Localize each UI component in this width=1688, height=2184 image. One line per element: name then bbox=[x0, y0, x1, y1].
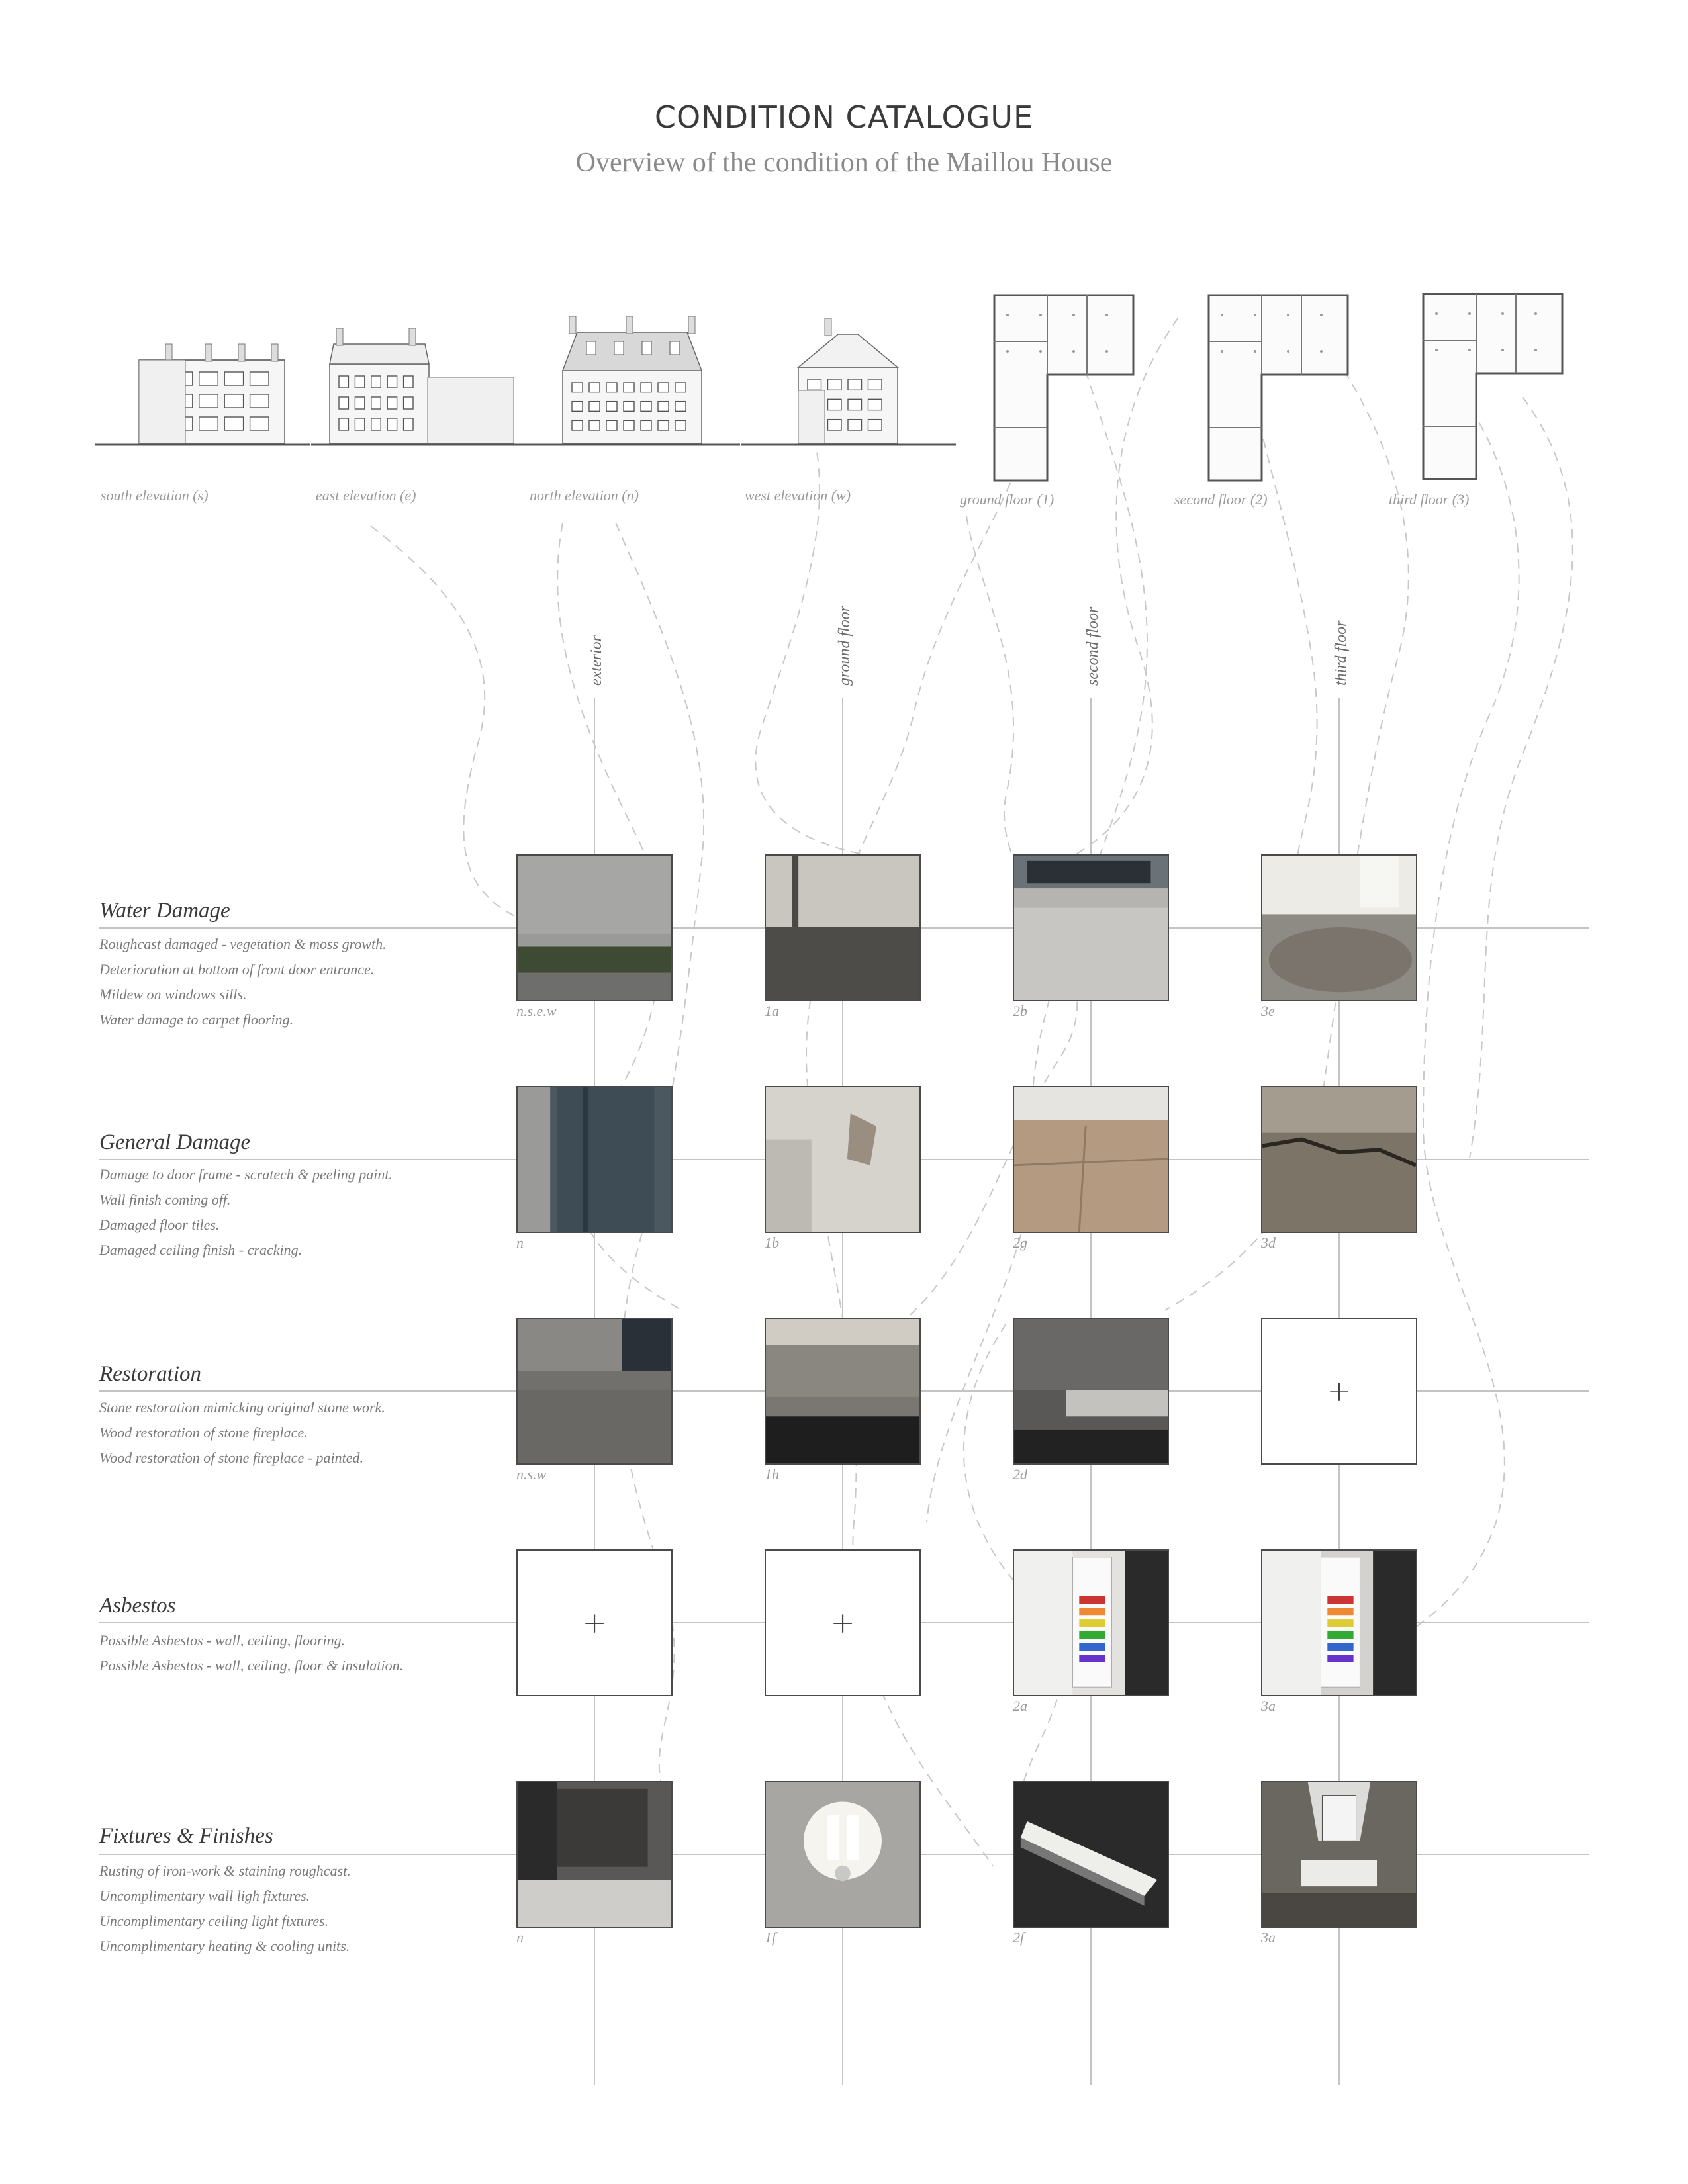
drawing-caption-1: ground floor (1) bbox=[960, 491, 1055, 508]
fireplace-painted-photo bbox=[1013, 1318, 1169, 1465]
wall-finish-photo bbox=[765, 1086, 921, 1233]
window-sill-photo bbox=[1013, 854, 1169, 1001]
asbestos-label-photo bbox=[1013, 1549, 1169, 1696]
photo-caption: 1h bbox=[765, 1466, 779, 1482]
fireplace-wood-photo bbox=[765, 1318, 921, 1465]
connector-curve bbox=[1470, 397, 1573, 1158]
window-heater-photo bbox=[1261, 1781, 1417, 1928]
photo-caption: 1a bbox=[765, 1003, 779, 1019]
row-title-restoration: Restoration bbox=[99, 1362, 201, 1386]
photo-caption: n.s.e.w bbox=[516, 1003, 557, 1019]
note: Wood restoration of stone fireplace. bbox=[99, 1424, 308, 1441]
plus-icon: + bbox=[1327, 1374, 1352, 1408]
column-label-second-floor: second floor bbox=[1084, 606, 1102, 686]
photo-caption: 3e bbox=[1261, 1003, 1275, 1019]
page-title: CONDITION CATALOGUE bbox=[654, 99, 1034, 135]
row-title-water-damage: Water Damage bbox=[99, 899, 230, 923]
connector-curve bbox=[371, 526, 523, 920]
floor-tiles-photo bbox=[1013, 1086, 1169, 1233]
photo-caption: 3a bbox=[1261, 1929, 1276, 1946]
stone-restoration-photo bbox=[516, 1318, 673, 1465]
roughcast-moss-photo bbox=[516, 854, 673, 1001]
note: Roughcast damaged - vegetation & moss growth. bbox=[99, 936, 387, 952]
photo-caption: n bbox=[516, 1929, 524, 1946]
note: Uncomplimentary ceiling light fixtures. bbox=[99, 1913, 329, 1929]
south-elevation-drawing bbox=[95, 344, 310, 445]
empty-cell bbox=[1261, 1318, 1417, 1465]
photo-caption: n.s.w bbox=[516, 1466, 547, 1482]
row-title-fixtures-finishes: Fixtures & Finishes bbox=[99, 1824, 273, 1848]
third-floor-plan bbox=[1423, 294, 1562, 479]
page-subtitle: Overview of the condition of the Maillou House bbox=[575, 148, 1113, 178]
row-notes-water-damage bbox=[99, 932, 470, 1032]
west-elevation-drawing bbox=[741, 318, 956, 445]
note: Deterioration at bottom of front door entrance. bbox=[99, 961, 375, 978]
wall-light-photo bbox=[765, 1781, 921, 1928]
photo-caption: 2d bbox=[1013, 1466, 1027, 1482]
column-label-third-floor: third floor bbox=[1333, 620, 1350, 686]
plus-icon: + bbox=[830, 1606, 855, 1640]
photo-caption: 2g bbox=[1013, 1234, 1027, 1251]
drawing-caption-w: west elevation (w) bbox=[745, 487, 851, 504]
note: Wall finish coming off. bbox=[99, 1191, 231, 1208]
drawing-caption-e: east elevation (e) bbox=[316, 487, 416, 504]
iron-work-photo bbox=[516, 1781, 673, 1928]
note: Possible Asbestos - wall, ceiling, floor & insulation. bbox=[99, 1657, 404, 1674]
ceiling-crack-photo bbox=[1261, 1086, 1417, 1233]
photo-caption: 1f bbox=[765, 1929, 776, 1946]
column-label-exterior: exterior bbox=[588, 635, 605, 686]
plus-icon: + bbox=[582, 1606, 607, 1640]
door-frame-photo bbox=[516, 1086, 673, 1233]
photo-caption: 2a bbox=[1013, 1698, 1027, 1714]
carpet-water-photo bbox=[1261, 854, 1417, 1001]
row-notes-general-damage bbox=[99, 1162, 470, 1263]
door-entrance-photo bbox=[765, 854, 921, 1001]
photo-caption: n bbox=[516, 1234, 524, 1251]
note: Stone restoration mimicking original stone work. bbox=[99, 1399, 385, 1416]
column-label-ground-floor: ground floor bbox=[836, 605, 853, 686]
connector-curve bbox=[1066, 318, 1178, 860]
note: Damaged ceiling finish - cracking. bbox=[99, 1242, 303, 1258]
empty-cell bbox=[516, 1549, 673, 1696]
note: Wood restoration of stone fireplace - painted. bbox=[99, 1449, 364, 1466]
note: Uncomplimentary wall ligh fixtures. bbox=[99, 1888, 310, 1904]
photo-caption: 1b bbox=[765, 1234, 779, 1251]
row-title-asbestos: Asbestos bbox=[99, 1594, 176, 1617]
ceiling-light-photo bbox=[1013, 1781, 1169, 1928]
note: Damaged floor tiles. bbox=[99, 1216, 220, 1233]
note: Water damage to carpet flooring. bbox=[99, 1011, 294, 1028]
asbestos-label-photo bbox=[1261, 1549, 1417, 1696]
drawing-caption-2: second floor (2) bbox=[1174, 491, 1268, 508]
drawing-caption-3: third floor (3) bbox=[1389, 491, 1470, 508]
note: Rusting of iron-work & staining roughcast. bbox=[99, 1862, 351, 1879]
row-notes-restoration bbox=[99, 1395, 470, 1471]
note: Uncomplimentary heating & cooling units. bbox=[99, 1938, 350, 1954]
north-elevation-drawing bbox=[526, 316, 740, 445]
photo-caption: 2f bbox=[1013, 1929, 1025, 1946]
drawing-caption-s: south elevation (s) bbox=[101, 487, 209, 504]
empty-cell bbox=[765, 1549, 921, 1696]
row-notes-fixtures-finishes bbox=[99, 1858, 470, 1959]
second-floor-plan bbox=[1209, 295, 1348, 480]
row-title-general-damage: General Damage bbox=[99, 1130, 251, 1154]
photo-caption: 3a bbox=[1261, 1698, 1276, 1714]
photo-caption: 2b bbox=[1013, 1003, 1027, 1019]
note: Possible Asbestos - wall, ceiling, flooring. bbox=[99, 1632, 346, 1649]
note: Damage to door frame - scratech & peeling paint. bbox=[99, 1166, 393, 1183]
photo-caption: 3d bbox=[1261, 1234, 1276, 1251]
note: Mildew on windows sills. bbox=[99, 986, 247, 1003]
drawing-caption-n: north elevation (n) bbox=[530, 487, 639, 504]
east-elevation-drawing bbox=[311, 328, 526, 445]
row-notes-asbestos bbox=[99, 1628, 470, 1678]
